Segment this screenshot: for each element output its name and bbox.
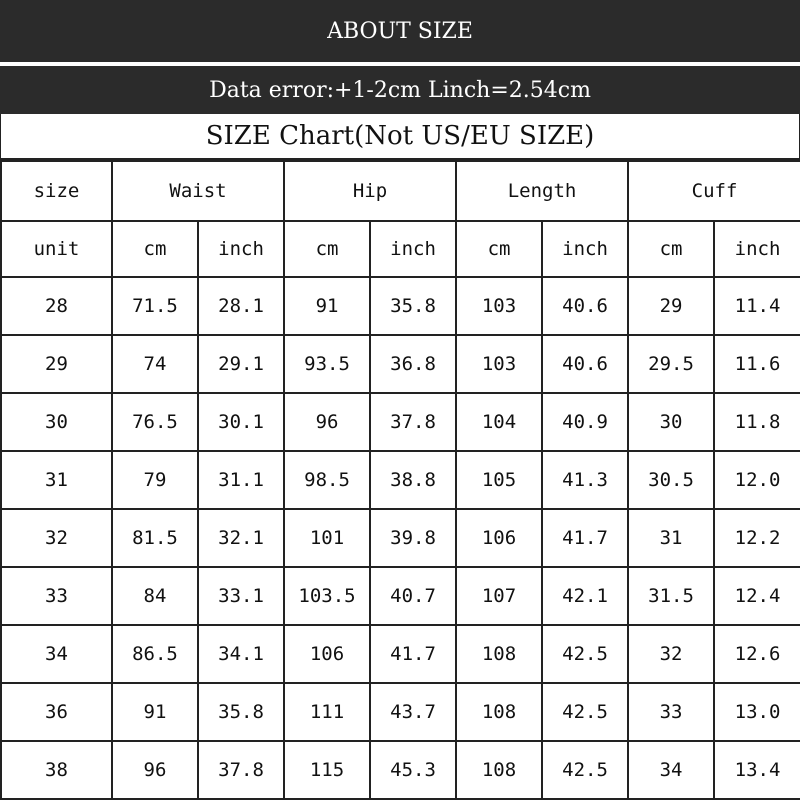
measurement-cell: 30 [628,393,714,451]
measurement-cell: 106 [456,509,542,567]
measurement-cell: 38.8 [370,451,456,509]
measurement-cell: 11.4 [714,277,800,335]
unit-cell: inch [370,221,456,277]
unit-cell: inch [198,221,284,277]
unit-cell: cm [112,221,198,277]
size-value-cell: 32 [1,509,112,567]
measurement-cell: 106 [284,625,370,683]
measurement-cell: 107 [456,567,542,625]
size-value-cell: 30 [1,393,112,451]
measurement-cell: 13.4 [714,741,800,799]
measurement-cell: 101 [284,509,370,567]
measurement-cell: 108 [456,625,542,683]
measurement-cell: 96 [284,393,370,451]
table-row [1,567,800,625]
measurement-cell: 84 [112,567,198,625]
unit-cell: inch [714,221,800,277]
measurement-cell: 93.5 [284,335,370,393]
measurement-cell: 12.6 [714,625,800,683]
measurement-cell: 40.6 [542,277,628,335]
measurement-cell: 12.4 [714,567,800,625]
size-value-cell: 33 [1,567,112,625]
about-size-banner [0,0,800,62]
measurement-cell: 33.1 [198,567,284,625]
size-value-cell: 36 [1,683,112,741]
measurement-cell: 108 [456,683,542,741]
data-error-banner [0,66,800,114]
size-chart-title-row [0,114,800,160]
table-row [1,451,800,509]
measurement-cell: 31 [628,509,714,567]
measurement-cell: 71.5 [112,277,198,335]
measurement-cell: 32 [628,625,714,683]
unit-header-row [1,221,800,277]
measurement-cell: 98.5 [284,451,370,509]
measurement-cell: 42.1 [542,567,628,625]
measurement-cell: 29.1 [198,335,284,393]
table-row [1,393,800,451]
measurement-cell: 86.5 [112,625,198,683]
table-row [1,509,800,567]
measurement-cell: 104 [456,393,542,451]
size-value-cell: 29 [1,335,112,393]
table-row [1,683,800,741]
table-row [1,277,800,335]
unit-cell: cm [456,221,542,277]
measurement-cell: 35.8 [370,277,456,335]
measurement-cell: 28.1 [198,277,284,335]
measurement-cell: 103 [456,335,542,393]
measurement-cell: 37.8 [370,393,456,451]
measurement-cell: 42.5 [542,625,628,683]
measurement-cell: 91 [112,683,198,741]
measurement-cell: 35.8 [198,683,284,741]
measurement-cell: 34.1 [198,625,284,683]
measurement-cell: 40.9 [542,393,628,451]
measurement-cell: 12.0 [714,451,800,509]
measurement-cell: 96 [112,741,198,799]
measurement-cell: 108 [456,741,542,799]
unit-cell: cm [628,221,714,277]
measurement-cell: 74 [112,335,198,393]
measurement-cell: 42.5 [542,683,628,741]
measurement-cell: 32.1 [198,509,284,567]
measurement-cell: 40.6 [542,335,628,393]
measurement-cell: 34 [628,741,714,799]
size-table [0,160,800,800]
measurement-cell: 41.7 [542,509,628,567]
size-chart-title: SIZE Chart(Not US/EU SIZE) [205,121,595,151]
unit-cell: cm [284,221,370,277]
measurement-cell: 79 [112,451,198,509]
measurement-cell: 41.3 [542,451,628,509]
size-value-cell: 38 [1,741,112,799]
size-header-cell: size [1,161,112,221]
size-value-cell: 28 [1,277,112,335]
measurement-cell: 45.3 [370,741,456,799]
page-title: ABOUT SIZE [327,18,473,44]
measurement-cell: 11.6 [714,335,800,393]
table-row [1,335,800,393]
measurement-cell: 30.5 [628,451,714,509]
measurement-cell: 76.5 [112,393,198,451]
measurement-cell: 13.0 [714,683,800,741]
data-error-note: Data error:+1-2cm Linch=2.54cm [209,77,591,103]
measurement-cell: 40.7 [370,567,456,625]
unit-cell: inch [542,221,628,277]
measurement-cell: 29 [628,277,714,335]
hip-header-cell: Hip [284,161,456,221]
measurement-cell: 30.1 [198,393,284,451]
measurement-cell: 29.5 [628,335,714,393]
unit-header-cell: unit [1,221,112,277]
measurement-cell: 81.5 [112,509,198,567]
measurement-cell: 33 [628,683,714,741]
size-value-cell: 34 [1,625,112,683]
table-row [1,625,800,683]
group-header-row [1,161,800,221]
measurement-cell: 91 [284,277,370,335]
measurement-cell: 37.8 [198,741,284,799]
measurement-cell: 105 [456,451,542,509]
measurement-cell: 41.7 [370,625,456,683]
measurement-cell: 12.2 [714,509,800,567]
measurement-cell: 11.8 [714,393,800,451]
measurement-cell: 115 [284,741,370,799]
measurement-cell: 103.5 [284,567,370,625]
table-row [1,741,800,799]
cuff-header-cell: Cuff [628,161,800,221]
measurement-cell: 43.7 [370,683,456,741]
length-header-cell: Length [456,161,628,221]
measurement-cell: 103 [456,277,542,335]
measurement-cell: 36.8 [370,335,456,393]
measurement-cell: 111 [284,683,370,741]
measurement-cell: 42.5 [542,741,628,799]
measurement-cell: 31.1 [198,451,284,509]
size-value-cell: 31 [1,451,112,509]
waist-header-cell: Waist [112,161,284,221]
measurement-cell: 39.8 [370,509,456,567]
measurement-cell: 31.5 [628,567,714,625]
